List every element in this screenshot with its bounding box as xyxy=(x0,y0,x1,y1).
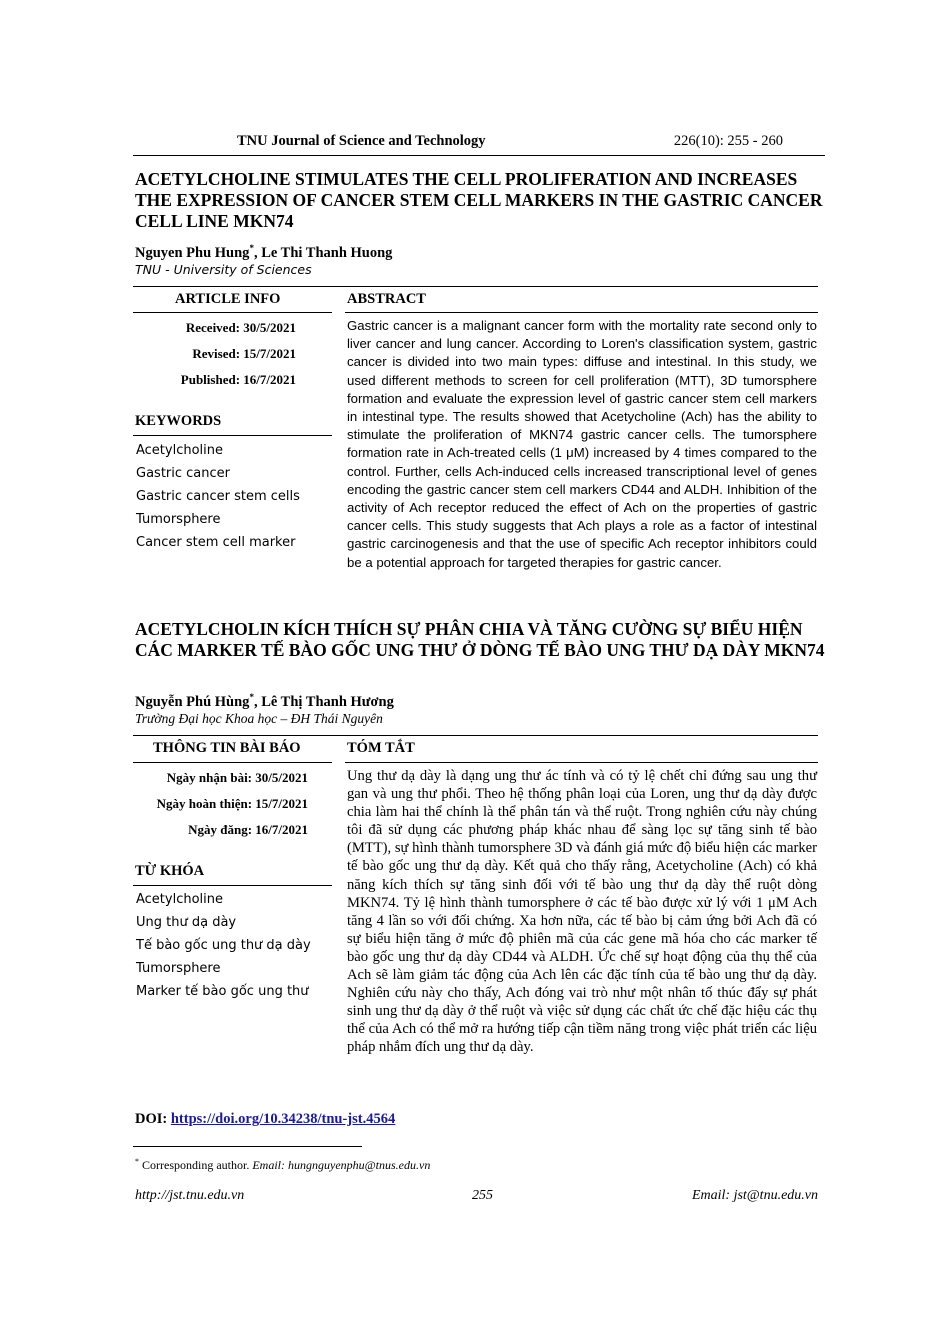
keywords-heading: KEYWORDS xyxy=(135,413,222,429)
doi-label: DOI: xyxy=(135,1111,171,1127)
footer-email: Email: jst@tnu.edu.vn xyxy=(691,1188,818,1203)
received-date: Received: 30/5/2021 xyxy=(185,320,296,335)
keyword: Acetylcholine xyxy=(136,892,224,907)
divider xyxy=(345,762,818,763)
english-title: ACETYLCHOLINE STIMULATES THE CELL PROLIFERATION AND INCREASES THE EXPRESSION OF CANCER STEM CELL MARKERS IN THE GASTRIC CANCER CELL LINE MKN74 xyxy=(135,169,823,231)
vietnamese-authors xyxy=(135,692,394,711)
running-header xyxy=(133,133,825,156)
keyword: Tế bào gốc ung thư dạ dày xyxy=(136,938,311,953)
keyword: Tumorsphere xyxy=(136,512,221,527)
english-affiliation: TNU - University of Sciences xyxy=(135,262,312,277)
journal-name: TNU Journal of Science and Technology xyxy=(237,133,486,149)
author-mark: * xyxy=(249,692,254,702)
footnote-mark: * xyxy=(135,1157,139,1166)
divider xyxy=(133,885,332,886)
divider xyxy=(133,435,332,436)
published-date: Published: 16/7/2021 xyxy=(180,372,296,387)
doi xyxy=(135,1111,395,1128)
vietnamese-title: ACETYLCHOLIN KÍCH THÍCH SỰ PHÂN CHIA VÀ TĂNG CƯỜNG SỰ BIỂU HIỆN CÁC MARKER TẾ BÀO GỐC UNG THƯ Ở DÒNG TẾ BÀO UNG THƯ DẠ DÀY MKN74 xyxy=(135,619,825,660)
footnote-divider xyxy=(133,1146,362,1147)
received-date: Ngày nhận bài: 30/5/2021 xyxy=(166,770,308,785)
vietnamese-info-table xyxy=(133,735,818,1081)
author-1: Nguyen Phu Hung xyxy=(135,244,250,261)
divider xyxy=(345,312,818,313)
author-mark: * xyxy=(249,243,254,253)
footnote-label: Corresponding author. xyxy=(139,1158,253,1172)
revised-date: Revised: 15/7/2021 xyxy=(192,346,296,361)
author-2: , Le Thi Thanh Huong xyxy=(253,244,393,261)
keyword: Ung thư dạ dày xyxy=(136,915,237,930)
english-authors xyxy=(135,243,392,262)
article-info-heading: ARTICLE INFO xyxy=(175,291,281,307)
english-abstract: Gastric cancer is a malignant cancer form with the mortality rate second only to liver cancer and lung cancer. According to Loren's classification system, gastric cancer is divided into two main types: diffuse and intestinal. In this study, we used different methods to screen for cell proliferation (MTT), 3D tumorsphere formation and evaluate the expression level of gastric cancer stem cell markers in intestinal type. The results showed that Acetycholine (Ach) has the ability to stimulate the proliferation of MKN74 gastric cancer cells. The tumorsphere formation rate in Ach-treated cells (1 μM) increased by 4 times compared to the control. Further, cells Ach-induced cells increased transcriptional level of genes encoding the gastric cancer stem cell markers CD44 and ALDH. Inhibition of the activity of Ach receptor reduced the effect of Ach on the properties of gastric cancer cells. This study suggests that Ach plays a role as a factor of intestinal gastric carcinogenesis and that the use of specific Ach receptor inhibitors could be a potential approach for targeted therapies for gastric cancer. xyxy=(347,318,817,570)
keyword: Cancer stem cell marker xyxy=(136,535,296,550)
divider xyxy=(133,312,332,313)
article-info-heading: THÔNG TIN BÀI BÁO xyxy=(153,740,301,756)
keyword: Gastric cancer xyxy=(136,466,230,481)
keyword: Acetylcholine xyxy=(136,443,224,458)
keyword: Tumorsphere xyxy=(136,961,221,976)
abstract-heading: TÓM TẮT xyxy=(347,740,415,756)
corresponding-email: Email: hungnguyenphu@tnus.edu.vn xyxy=(252,1158,431,1172)
page-number: 255 xyxy=(472,1188,493,1203)
abstract-heading: ABSTRACT xyxy=(347,291,426,307)
vietnamese-abstract: Ung thư dạ dày là dạng ung thư ác tính và có tỷ lệ chết chỉ đứng sau ung thư gan và ung thư phổi. Theo hệ thống phân loại của Loren, ung thư dạ dày được chia làm hai thể chính là thể phân tán và thể ruột. Trong nghiên cứu này chúng tôi đã sử dụng các phương pháp khác nhau để sàng lọc sự tăng sinh tế bào (MTT), sự hình thành tumorsphere 3D và đánh giá mức độ biểu hiện các marker tế bào gốc ung thư dạ dày. Kết quả cho thấy rằng, Acetycholine (Ach) có khả năng kích thích sự tăng sinh đối với tế bào ung thư dạ dày thể ruột dòng MKN74. Tỷ lệ hình thành tumorsphere ở các tế bào được xử lý với 1 μM Ach tăng 4 lần so với đối chứng. Xa hơn nữa, các tế bào bị cảm ứng bởi Ach đã có sự biểu hiện tăng ở mức độ phiên mã của các gene mã hóa cho các marker tế bào gốc ung thư dạ dày CD44 và ALDH. Ức chế sự hoạt động của thụ thể của Ach sẽ làm giảm tác động của Ach lên các đặc tính của tế bào ung thư dạ dày. Nghiên cứu này cho thấy, Ach đóng vai trò như một nhân tố thúc đẩy sự phát sinh ung thư dạ dày ở thể ruột và việc sử dụng các chất ức chế đặc hiệu các thụ thể của Ach có thể mở ra hướng tiếp cận tiềm năng trong việc phát triển các liệu pháp nhắm đích ung thư dạ dày. xyxy=(347,768,817,1056)
footnote xyxy=(135,1157,430,1173)
vietnamese-affiliation: Trường Đại học Khoa học – ĐH Thái Nguyên xyxy=(135,711,383,726)
volume-pages: 226(10): 255 - 260 xyxy=(673,133,783,149)
keyword: Marker tế bào gốc ung thư xyxy=(136,984,309,999)
author-2: , Lê Thị Thanh Hương xyxy=(253,693,394,710)
keyword: Gastric cancer stem cells xyxy=(136,489,300,504)
revised-date: Ngày hoàn thiện: 15/7/2021 xyxy=(156,796,308,811)
keywords-heading: TỪ KHÓA xyxy=(135,863,205,879)
doi-link[interactable]: https://doi.org/10.34238/tnu-jst.4564 xyxy=(170,1111,396,1127)
author-1: Nguyễn Phú Hùng xyxy=(135,693,250,710)
footer-website: http://jst.tnu.edu.vn xyxy=(135,1188,245,1203)
published-date: Ngày đăng: 16/7/2021 xyxy=(188,822,308,837)
divider xyxy=(133,762,332,763)
english-info-table xyxy=(133,286,818,607)
